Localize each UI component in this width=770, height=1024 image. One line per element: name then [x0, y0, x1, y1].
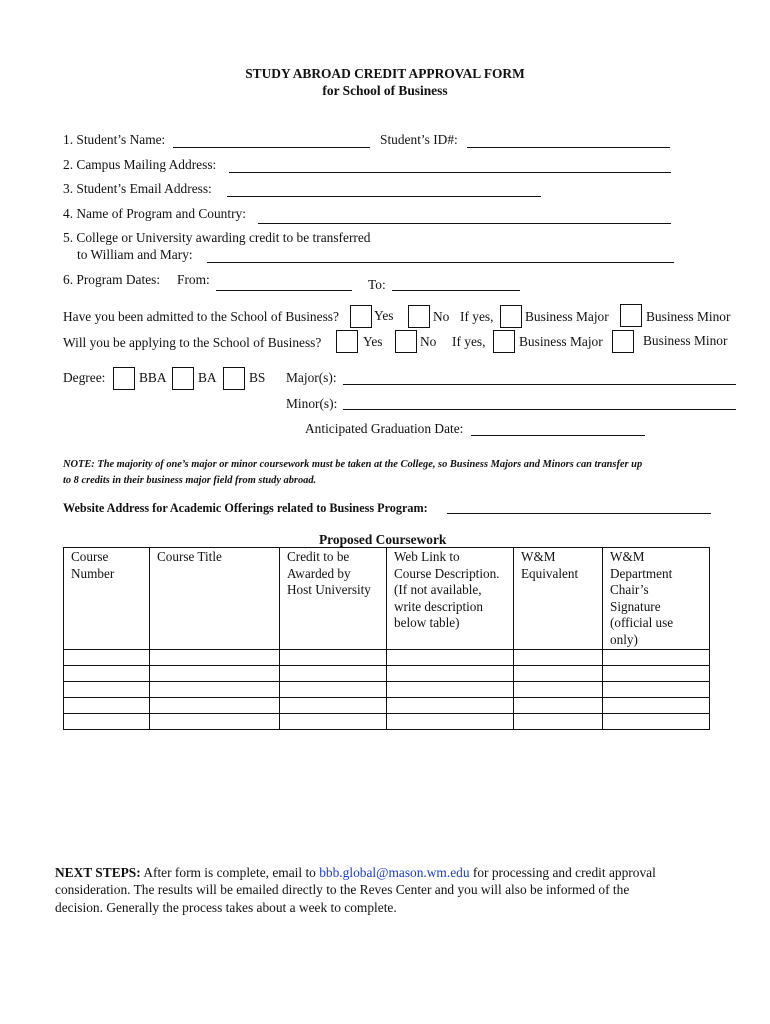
table-row: [64, 650, 710, 666]
majors-label: Major(s):: [286, 370, 337, 385]
table-cell[interactable]: [280, 682, 387, 698]
note-line-1: NOTE: The majority of one’s major or minor coursework must be taken at the College, so Business Majors and Minors can transfer up: [63, 459, 643, 470]
next-steps-line-3: decision. Generally the process takes about a week to complete.: [55, 900, 397, 915]
table-cell[interactable]: [514, 666, 603, 682]
header-credit: Credit to be Awarded by Host University: [280, 548, 387, 650]
table-row: [64, 666, 710, 682]
table-cell[interactable]: [387, 698, 514, 714]
applying-if-yes-label: If yes,: [452, 334, 486, 349]
next-steps-line-1: [55, 865, 656, 881]
table-cell[interactable]: [150, 682, 280, 698]
degree-bs-label: BS: [249, 370, 266, 385]
table-cell[interactable]: [603, 682, 710, 698]
coursework-header-row: [64, 548, 710, 650]
degree-bs-checkbox[interactable]: [223, 367, 245, 390]
note-line-2: to 8 credits in their business major field from study abroad.: [63, 475, 317, 486]
next-steps-line-2: consideration. The results will be emailed directly to the Reves Center and you will also be informed of the: [55, 882, 630, 897]
from-label: From:: [177, 272, 210, 287]
next-steps-label: NEXT STEPS:: [55, 865, 141, 880]
table-cell[interactable]: [603, 650, 710, 666]
table-cell[interactable]: [603, 666, 710, 682]
applying-question: Will you be applying to the School of Business?: [63, 335, 322, 350]
admitted-no-label: No: [433, 309, 450, 324]
college-label-1: 5. College or University awarding credit to be transferred: [63, 230, 371, 245]
header-wm-equivalent: W&M Equivalent: [514, 548, 603, 650]
coursework-table: [63, 547, 710, 730]
table-cell[interactable]: [280, 714, 387, 730]
to-date-field[interactable]: [392, 290, 520, 291]
form-subtitle: for School of Business: [322, 83, 448, 98]
majors-field[interactable]: [343, 384, 736, 385]
table-cell[interactable]: [603, 714, 710, 730]
minors-field[interactable]: [343, 409, 736, 410]
from-date-field[interactable]: [216, 290, 352, 291]
degree-ba-checkbox[interactable]: [172, 367, 194, 390]
admitted-yes-label: Yes: [374, 308, 394, 323]
form-title: STUDY ABROAD CREDIT APPROVAL FORM: [245, 66, 525, 81]
applying-yes-label: Yes: [363, 334, 383, 349]
table-cell[interactable]: [64, 666, 150, 682]
table-cell[interactable]: [514, 650, 603, 666]
header-course-number: Course Number: [64, 548, 150, 650]
degree-bba-checkbox[interactable]: [113, 367, 135, 390]
applying-major-label: Business Major: [519, 334, 603, 349]
to-label: To:: [368, 277, 386, 292]
program-country-field[interactable]: [258, 223, 671, 224]
table-cell[interactable]: [64, 698, 150, 714]
website-field[interactable]: [447, 513, 711, 514]
table-row: [64, 714, 710, 730]
next-steps-text-2: for processing and credit approval: [469, 865, 656, 880]
table-row: [64, 698, 710, 714]
admitted-major-label: Business Major: [525, 309, 609, 324]
minors-label: Minor(s):: [286, 396, 338, 411]
college-label-2: to William and Mary:: [77, 247, 193, 262]
table-cell[interactable]: [150, 714, 280, 730]
table-cell[interactable]: [150, 650, 280, 666]
program-dates-label: 6. Program Dates:: [63, 272, 161, 287]
admitted-major-checkbox[interactable]: [500, 305, 522, 328]
campus-address-label: 2. Campus Mailing Address:: [63, 157, 217, 172]
admitted-minor-checkbox[interactable]: [620, 304, 642, 327]
applying-minor-checkbox[interactable]: [612, 330, 634, 353]
college-field[interactable]: [207, 262, 674, 263]
table-cell[interactable]: [280, 650, 387, 666]
table-row: [64, 682, 710, 698]
student-id-field[interactable]: [467, 147, 670, 148]
table-cell[interactable]: [387, 682, 514, 698]
applying-major-checkbox[interactable]: [493, 330, 515, 353]
table-cell[interactable]: [514, 714, 603, 730]
header-web-link: Web Link to Course Description. (If not available, write description below table): [387, 548, 514, 650]
table-cell[interactable]: [64, 714, 150, 730]
degree-ba-label: BA: [198, 370, 217, 385]
grad-date-label: Anticipated Graduation Date:: [305, 421, 464, 436]
table-cell[interactable]: [387, 714, 514, 730]
next-steps-text-1: After form is complete, email to: [140, 865, 320, 880]
program-country-label: 4. Name of Program and Country:: [63, 206, 246, 221]
table-cell[interactable]: [64, 650, 150, 666]
admitted-if-yes-label: If yes,: [460, 309, 494, 324]
grad-date-field[interactable]: [471, 435, 645, 436]
admitted-yes-checkbox[interactable]: [350, 305, 372, 328]
table-cell[interactable]: [280, 666, 387, 682]
table-cell[interactable]: [150, 666, 280, 682]
applying-no-label: No: [420, 334, 437, 349]
table-cell[interactable]: [150, 698, 280, 714]
table-cell[interactable]: [280, 698, 387, 714]
degree-bba-label: BBA: [139, 370, 167, 385]
contact-email-link[interactable]: bbb.global@mason.wm.edu: [319, 865, 470, 880]
table-cell[interactable]: [387, 666, 514, 682]
student-name-field[interactable]: [173, 147, 370, 148]
table-cell[interactable]: [603, 698, 710, 714]
table-cell[interactable]: [514, 698, 603, 714]
header-chair-signature: W&M Department Chair’s Signature (official use only): [603, 548, 710, 650]
admitted-no-checkbox[interactable]: [408, 305, 430, 328]
email-field[interactable]: [227, 196, 541, 197]
applying-no-checkbox[interactable]: [395, 330, 417, 353]
website-label: Website Address for Academic Offerings related to Business Program:: [63, 501, 428, 515]
student-name-label: 1. Student’s Name:: [63, 132, 166, 147]
admitted-minor-label: Business Minor: [646, 309, 731, 324]
table-cell[interactable]: [387, 650, 514, 666]
coursework-title: Proposed Coursework: [319, 532, 447, 547]
table-cell[interactable]: [514, 682, 603, 698]
header-course-title: Course Title: [150, 548, 280, 650]
email-label: 3. Student’s Email Address:: [63, 181, 212, 196]
campus-address-field[interactable]: [229, 172, 671, 173]
table-cell[interactable]: [64, 682, 150, 698]
admitted-question: Have you been admitted to the School of Business?: [63, 309, 339, 324]
student-id-label: Student’s ID#:: [380, 132, 458, 147]
applying-yes-checkbox[interactable]: [336, 330, 358, 353]
degree-label: Degree:: [63, 370, 106, 385]
applying-minor-label: Business Minor: [643, 333, 728, 348]
